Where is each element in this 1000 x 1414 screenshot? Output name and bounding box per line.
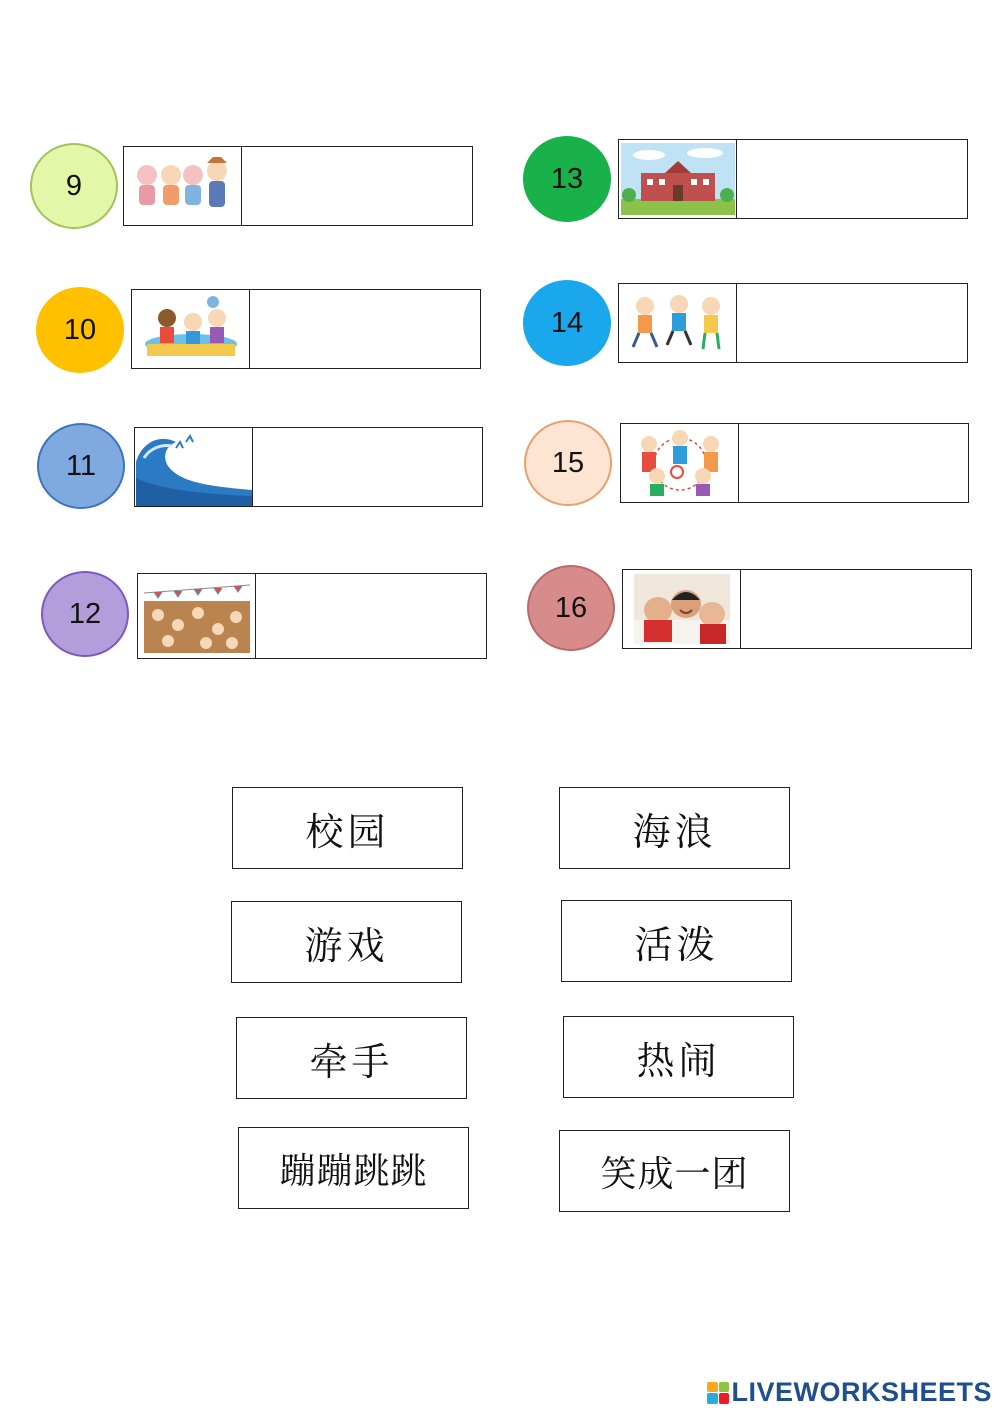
liveworksheets-brand [707, 1377, 992, 1408]
answer-drop-zone[interactable] [253, 428, 482, 506]
number-circle [36, 287, 124, 373]
match-card [134, 427, 483, 507]
word-card[interactable] [563, 1016, 794, 1098]
word-card[interactable] [559, 1130, 790, 1212]
school-building-picture [619, 140, 737, 218]
item-number: 16 [554, 591, 588, 624]
number-circle [37, 423, 125, 509]
sea-wave-picture [135, 428, 253, 506]
number-circle [41, 571, 129, 657]
number-circle [524, 420, 612, 506]
word-label: 海浪 [632, 809, 717, 854]
dancing-animals-picture [124, 147, 242, 225]
item-number: 11 [65, 449, 97, 482]
holding-hands-picture [621, 424, 739, 502]
answer-drop-zone[interactable] [741, 570, 971, 648]
item-number: 10 [63, 313, 97, 346]
brand-text: LIVEWORKSHEETS [731, 1377, 992, 1407]
number-circle [523, 280, 611, 366]
sports-day-picture [138, 574, 256, 658]
match-card [618, 139, 968, 219]
liveworksheets-logo-icon [707, 1382, 729, 1404]
word-label: 笑成一团 [600, 1153, 749, 1195]
answer-drop-zone[interactable] [242, 147, 472, 225]
word-label: 活泼 [634, 922, 719, 967]
answer-drop-zone[interactable] [737, 140, 967, 218]
number-circle [527, 565, 615, 651]
word-card[interactable] [232, 787, 463, 869]
item-number: 14 [550, 306, 584, 339]
match-card [137, 573, 487, 659]
answer-drop-zone[interactable] [256, 574, 486, 658]
match-card [618, 283, 968, 363]
item-number: 15 [551, 446, 585, 479]
word-card[interactable] [231, 901, 462, 983]
word-label: 游戏 [304, 923, 389, 968]
number-circle [30, 143, 118, 229]
word-label: 蹦蹦跳跳 [279, 1150, 428, 1192]
word-card[interactable] [559, 787, 790, 869]
word-label: 牵手 [309, 1039, 394, 1084]
match-card [131, 289, 481, 369]
word-card[interactable] [238, 1127, 469, 1209]
number-circle [523, 136, 611, 222]
word-card[interactable] [236, 1017, 467, 1099]
match-card [620, 423, 969, 503]
item-number: 12 [68, 597, 102, 630]
item-number: 13 [550, 162, 584, 195]
item-number: 9 [65, 169, 83, 202]
word-card[interactable] [561, 900, 792, 982]
answer-drop-zone[interactable] [250, 290, 480, 368]
children-play-picture [132, 290, 250, 368]
answer-drop-zone[interactable] [737, 284, 967, 362]
answer-drop-zone[interactable] [739, 424, 968, 502]
jumping-children-picture [619, 284, 737, 362]
laughing-family-picture [623, 570, 741, 648]
word-label: 校园 [305, 809, 390, 854]
match-card [622, 569, 972, 649]
match-card [123, 146, 473, 226]
word-label: 热闹 [636, 1038, 721, 1083]
